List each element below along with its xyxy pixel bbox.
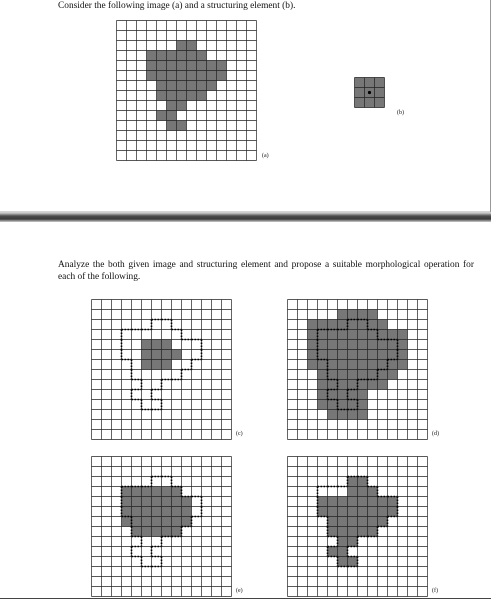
filled-cell [187,51,197,61]
filled-cell [355,98,365,108]
filled-cell [338,390,348,400]
filled-cell [358,310,368,320]
filled-cell [197,61,207,71]
filled-cell [328,517,338,527]
filled-cell [378,507,388,517]
filled-cell [197,81,207,91]
filled-cell [348,517,358,527]
filled-cell [187,81,197,91]
filled-cell [177,61,187,71]
filled-cell [338,547,348,557]
filled-cell [368,370,378,380]
filled-cell [167,91,177,101]
filled-cell [122,487,132,497]
filled-cell [375,78,385,88]
filled-cell [132,497,142,507]
filled-cell [328,380,338,390]
filled-cell [308,340,318,350]
filled-cell [147,61,157,71]
filled-cell [132,517,142,527]
filled-cell [132,487,142,497]
filled-cell [365,78,375,88]
filled-cell [132,527,142,537]
filled-cell [398,330,408,340]
filled-cell [318,390,328,400]
filled-cell [338,410,348,420]
filled-cell [152,350,162,360]
origin-dot [368,91,371,94]
filled-cell [328,497,338,507]
filled-cell [217,71,227,81]
filled-cell [187,91,197,101]
filled-cell [152,517,162,527]
filled-cell [207,81,217,91]
filled-cell [368,340,378,350]
filled-cell [358,477,368,487]
filled-cell [328,340,338,350]
filled-cell [308,350,318,360]
filled-cell [368,507,378,517]
filled-cell [147,51,157,61]
filled-cell [328,370,338,380]
filled-cell [348,537,358,547]
filled-cell [355,78,365,88]
filled-cell [142,360,152,370]
filled-cell [388,507,398,517]
filled-cell [338,400,348,410]
figure-d-grid [287,299,428,440]
filled-cell [348,410,358,420]
filled-cell [162,360,172,370]
filled-cell [167,81,177,91]
filled-cell [142,517,152,527]
filled-cell [348,350,358,360]
filled-cell [338,340,348,350]
filled-cell [162,350,172,360]
filled-cell [177,51,187,61]
filled-cell [388,370,398,380]
figure-c-grid [91,299,232,440]
filled-cell [348,557,358,567]
filled-cell [207,71,217,81]
filled-cell [177,81,187,91]
filled-cell [318,330,328,340]
filled-cell [338,370,348,380]
filled-cell [348,390,358,400]
filled-cell [318,350,328,360]
filled-cell [398,360,408,370]
filled-cell [167,121,177,131]
filled-cell [358,330,368,340]
filled-cell [318,370,328,380]
filled-cell [162,507,172,517]
filled-cell [378,320,388,330]
filled-cell [152,507,162,517]
filled-cell [318,340,328,350]
filled-cell [358,410,368,420]
filled-cell [378,360,388,370]
filled-cell [167,101,177,111]
filled-cell [338,380,348,390]
filled-cell [358,360,368,370]
filled-cell [348,487,358,497]
filled-cell [358,497,368,507]
filled-cell [142,507,152,517]
filled-cell [182,507,192,517]
filled-cell [157,111,167,121]
filled-cell [172,527,182,537]
figure-b-structuring-element [354,77,385,108]
page-bottom-rule [0,598,491,599]
filled-cell [187,71,197,81]
filled-cell [328,350,338,360]
filled-cell [142,340,152,350]
filled-cell [368,320,378,330]
filled-cell [177,121,187,131]
filled-cell [167,111,177,121]
question-intro-text: Consider the following image (a) and a structuring element (b). [58,1,296,11]
filled-cell [358,340,368,350]
filled-cell [348,340,358,350]
filled-cell [157,71,167,81]
filled-cell [142,487,152,497]
filled-cell [378,497,388,507]
filled-cell [177,41,187,51]
filled-cell [338,527,348,537]
figure-d-label: (d) [432,431,439,437]
filled-cell [177,91,187,101]
filled-cell [375,98,385,108]
filled-cell [358,517,368,527]
filled-cell [348,400,358,410]
filled-cell [152,340,162,350]
filled-cell [187,61,197,71]
filled-cell [378,380,388,390]
figure-f-label: (f) [432,588,438,594]
filled-cell [147,71,157,81]
filled-cell [368,527,378,537]
figure-e-grid [91,456,232,597]
filled-cell [142,497,152,507]
filled-cell [318,400,328,410]
filled-cell [358,507,368,517]
filled-cell [172,507,182,517]
filled-cell [187,41,197,51]
filled-cell [152,487,162,497]
filled-cell [318,360,328,370]
filled-cell [122,517,132,527]
filled-cell [388,350,398,360]
figure-f-grid [287,456,428,597]
filled-cell [348,360,358,370]
question-instruction-text: Analyze the both given image and structuring element and propose a suitable morphological operation for each of the following. [58,260,474,282]
filled-cell [368,350,378,360]
filled-cell [338,330,348,340]
filled-cell [318,380,328,390]
filled-cell [328,360,338,370]
filled-cell [197,51,207,61]
filled-cell [365,98,375,108]
filled-cell [167,61,177,71]
filled-cell [197,71,207,81]
filled-cell [358,390,368,400]
filled-cell [122,497,132,507]
filled-cell [172,517,182,527]
filled-cell [368,360,378,370]
filled-cell [162,527,172,537]
filled-cell [177,101,187,111]
filled-cell [162,497,172,507]
filled-cell [328,527,338,537]
filled-cell [348,477,358,487]
figure-e-label: (e) [236,588,243,594]
filled-cell [348,527,358,537]
filled-cell [167,71,177,81]
filled-cell [398,340,408,350]
filled-cell [348,497,358,507]
filled-cell [152,360,162,370]
filled-cell [358,527,368,537]
filled-cell [182,517,192,527]
filled-cell [378,517,388,527]
page-separator [0,211,491,222]
filled-cell [378,340,388,350]
filled-cell [328,320,338,330]
filled-cell [358,400,368,410]
filled-cell [318,497,328,507]
filled-cell [197,91,207,101]
filled-cell [328,547,338,557]
filled-cell [157,61,167,71]
filled-cell [338,507,348,517]
filled-cell [152,527,162,537]
filled-cell [355,88,365,98]
filled-cell [358,487,368,497]
filled-cell [358,320,368,330]
filled-cell [368,310,378,320]
filled-cell [122,507,132,517]
filled-cell [368,487,378,497]
filled-cell [398,350,408,360]
filled-cell [162,340,172,350]
filled-cell [318,320,328,330]
filled-cell [348,507,358,517]
filled-cell [388,497,398,507]
filled-cell [217,61,227,71]
filled-cell [338,517,348,527]
filled-cell [132,507,142,517]
filled-cell [378,350,388,360]
filled-cell [172,497,182,507]
filled-cell [348,320,358,330]
filled-cell [328,410,338,420]
filled-cell [142,527,152,537]
filled-cell [378,370,388,380]
filled-cell [368,517,378,527]
filled-cell [348,330,358,340]
filled-cell [338,497,348,507]
filled-cell [368,330,378,340]
filled-cell [368,497,378,507]
filled-cell [348,310,358,320]
filled-cell [358,350,368,360]
filled-cell [162,487,172,497]
filled-cell [308,360,318,370]
filled-cell [162,517,172,527]
filled-cell [348,370,358,380]
filled-cell [338,310,348,320]
filled-cell [308,320,318,330]
filled-cell [338,350,348,360]
filled-cell [388,330,398,340]
filled-cell [338,320,348,330]
filled-cell [167,51,177,61]
filled-cell [328,330,338,340]
filled-cell [358,380,368,390]
figure-a-label: (a) [262,153,269,159]
filled-cell [177,71,187,81]
filled-cell [358,370,368,380]
figure-b-label: (b) [397,110,404,116]
filled-cell [142,350,152,360]
filled-cell [388,340,398,350]
filled-cell [328,400,338,410]
filled-cell [328,507,338,517]
filled-cell [318,507,328,517]
filled-cell [157,81,167,91]
filled-cell [157,51,167,61]
filled-cell [368,380,378,390]
filled-cell [388,360,398,370]
filled-cell [207,61,217,71]
filled-cell [378,330,388,340]
figure-c-label: (c) [236,431,243,437]
filled-cell [348,380,358,390]
filled-cell [375,88,385,98]
filled-cell [338,537,348,547]
filled-cell [308,330,318,340]
filled-cell [157,91,167,101]
filled-cell [338,557,348,567]
figure-a-grid [116,20,257,161]
filled-cell [328,390,338,400]
filled-cell [182,497,192,507]
filled-cell [172,350,182,360]
filled-cell [338,360,348,370]
filled-cell [152,497,162,507]
filled-cell [172,487,182,497]
